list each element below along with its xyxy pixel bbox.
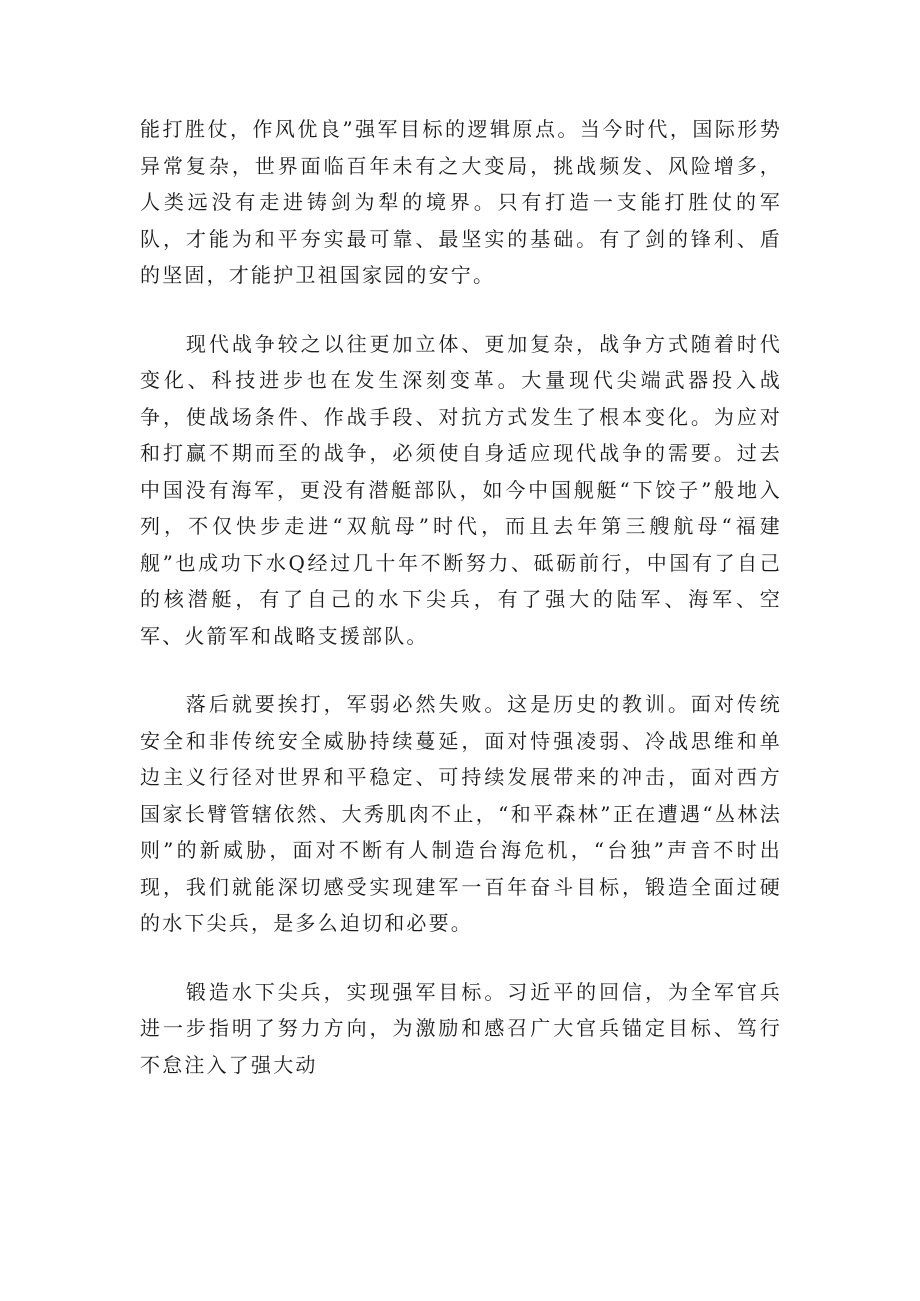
- document-body: [140, 111, 782, 1083]
- paragraph-2: 现代战争较之以往更加立体、更加复杂，战争方式随着时代变化、科技进步也在发生深刻变革。大量现代尖端武器投入战争，使战场条件、作战手段、对抗方式发生了根本变化。为应对和打赢不期而至的战争，必须使自身适应现代战争的需要。过去中国没有海军，更没有潜艇部队，如今中国舰艇“下饺子”般地入列，不仅快步走进“双航母”时代，而且去年第三艘航母“福建舰”也成功下水Q经过几十年不断努力、砥砺前行，中国有了自己的核潜艇，有了自己的水下尖兵，有了强大的陆军、海军、空军、火箭军和战略支援部队。: [140, 331, 782, 648]
- paragraph-1: 能打胜仗，作风优良”强军目标的逻辑原点。当今时代，国际形势异常复杂，世界面临百年未有之大变局，挑战频发、风险增多，人类远没有走进铸剑为犁的境界。只有打造一支能打胜仗的军队，才能为和平夯实最可靠、最坚实的基础。有了剑的锋利、盾的坚固，才能护卫祖国家园的安宁。: [140, 117, 782, 287]
- paragraph-3: 落后就要挨打，军弱必然失败。这是历史的教训。面对传统安全和非传统安全威胁持续蔓延，面对恃强凌弱、冷战思维和单边主义行径对世界和平稳定、可持续发展带来的冲击，面对西方国家长臂管辖依然、大秀肌肉不止，“和平森林”正在遭遇“丛林法则”的新威胁，面对不断有人制造台海危机，“台独”声音不时出现，我们就能深切感受实现建军一百年奋斗目标，锻造全面过硬的水下尖兵，是多么迫切和必要。: [140, 692, 782, 935]
- paragraph-4: 锻造水下尖兵，实现强军目标。习近平的回信，为全军官兵进一步指明了努力方向，为激励和感召广大官兵锚定目标、笃行不怠注入了强大动: [140, 979, 782, 1077]
